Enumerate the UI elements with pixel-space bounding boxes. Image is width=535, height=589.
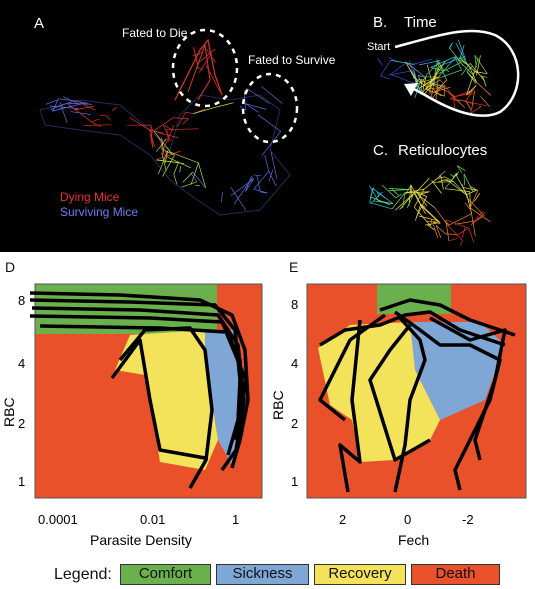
network-edge — [191, 173, 197, 182]
network-edge — [107, 116, 111, 120]
network-edge — [262, 87, 283, 104]
region-legend — [0, 560, 535, 589]
network-edge — [469, 228, 474, 242]
network-edge — [254, 175, 261, 176]
network-edge — [92, 122, 102, 126]
y-axis-d — [1, 293, 25, 489]
network-edge — [457, 166, 465, 171]
network-edge — [271, 152, 277, 179]
network-edge — [460, 240, 462, 245]
network-edge — [392, 75, 417, 85]
network-edge — [191, 163, 198, 185]
network-edge — [246, 104, 259, 113]
network-edge — [167, 129, 199, 130]
surviving-mice-legend: Surviving Mice — [60, 205, 139, 219]
fated-survive-circle — [243, 74, 297, 142]
network-edge — [396, 194, 402, 198]
network-edge — [445, 189, 470, 192]
network-edge — [112, 108, 116, 111]
legend-death: Death — [411, 564, 500, 585]
network-c — [369, 166, 489, 246]
network-edge — [430, 84, 431, 94]
network-edge — [183, 172, 193, 182]
fated-die-circle — [173, 30, 237, 106]
legend-label: Legend: — [54, 566, 112, 583]
network-edge — [467, 195, 472, 214]
network-edge — [221, 192, 222, 202]
network-edge — [269, 170, 273, 182]
x-tick-e-3: -2 — [462, 512, 474, 527]
fated-die-label: Fated to Die — [122, 26, 188, 40]
legend-comfort: Comfort — [120, 564, 211, 585]
y-tick-e-1: 1 — [291, 474, 299, 489]
network-edge — [447, 70, 449, 72]
panel-c-letter: C. — [373, 142, 388, 159]
network-edge — [453, 100, 466, 101]
network-edge — [464, 174, 465, 185]
y-tick-e-4: 4 — [291, 356, 299, 371]
x-label-e: Fech — [398, 532, 430, 548]
y-tick-d-1: 1 — [18, 474, 26, 489]
network-panel — [0, 0, 535, 252]
panel-c-title: Reticulocytes — [398, 142, 488, 159]
network-edge — [407, 193, 414, 208]
phase-plots-svg — [0, 252, 535, 589]
network-edge — [449, 239, 457, 241]
y-axis-e — [270, 297, 298, 489]
y-tick-d-8: 8 — [18, 293, 26, 308]
network-edge — [193, 108, 213, 114]
panel-b-title: Time — [404, 14, 437, 31]
network-edge — [182, 119, 188, 125]
network-edge — [265, 155, 269, 171]
x-tick-d-2: 0.01 — [140, 512, 166, 527]
network-edge — [182, 182, 197, 187]
network-edge — [479, 106, 481, 107]
phase-plots — [0, 252, 535, 589]
x-axis-e — [339, 512, 474, 548]
dying-mice-legend: Dying Mice — [60, 190, 120, 204]
y-tick-d-2: 2 — [18, 416, 26, 431]
network-edge — [66, 103, 91, 122]
network-edge — [370, 203, 392, 209]
network-edge — [254, 171, 269, 189]
panel-e-letter: E — [289, 259, 299, 275]
x-tick-d-1: 0.0001 — [38, 512, 78, 527]
network-edge — [391, 70, 414, 74]
network-edge — [454, 94, 455, 110]
network-edge — [416, 178, 429, 192]
network-edge — [198, 163, 205, 188]
network-edge — [173, 118, 188, 119]
network-edge — [380, 60, 390, 75]
network-edge — [431, 219, 432, 225]
x-axis-d — [38, 512, 239, 548]
network-edge — [198, 68, 203, 70]
y-tick-e-2: 2 — [291, 416, 299, 431]
network-edge — [391, 60, 415, 64]
network-edge — [378, 59, 383, 66]
network-edge — [467, 190, 477, 194]
network-edge — [130, 117, 150, 130]
network-edge — [100, 115, 107, 116]
network-edge — [234, 177, 253, 204]
network-edge — [483, 77, 487, 87]
network-figure — [0, 0, 535, 252]
x-tick-e-1: 2 — [339, 512, 347, 527]
network-edge — [195, 185, 199, 186]
x-label-d: Parasite Density — [90, 532, 192, 548]
legend-recovery: Recovery — [314, 564, 406, 585]
network-edge — [380, 76, 389, 79]
network-edge — [180, 166, 181, 172]
network-edge — [472, 214, 476, 237]
network-edge — [453, 94, 474, 97]
start-label: Start — [367, 41, 391, 53]
network-edge — [477, 82, 491, 95]
network-edge — [246, 104, 267, 110]
network-edge — [186, 112, 194, 113]
x-tick-e-2: 0 — [404, 512, 412, 527]
network-edge — [439, 171, 445, 176]
network-edge — [470, 192, 471, 207]
y-tick-d-4: 4 — [18, 356, 26, 371]
network-b — [378, 40, 491, 114]
network-edge — [466, 71, 474, 95]
panel-b-letter: B. — [373, 14, 388, 31]
network-edge — [62, 109, 67, 124]
network-edge — [421, 204, 440, 222]
fated-survive-label: Fated to Survive — [248, 53, 336, 67]
y-label-d: RBC — [1, 397, 17, 427]
network-edge — [91, 119, 99, 122]
x-tick-d-3: 1 — [232, 512, 240, 527]
network-edge — [163, 125, 170, 141]
network-edge — [258, 115, 281, 131]
panel-d-letter: D — [5, 259, 16, 275]
network-edge — [415, 204, 420, 220]
legend-sickness: Sickness — [216, 564, 309, 585]
network-edge — [462, 227, 465, 237]
y-tick-e-8: 8 — [291, 297, 299, 312]
y-label-e: RBC — [270, 390, 286, 420]
network-edge — [174, 163, 179, 175]
network-edge — [382, 185, 396, 198]
network-edge — [254, 189, 268, 193]
panel-a-letter: A — [34, 15, 45, 32]
network-edge — [51, 109, 52, 111]
